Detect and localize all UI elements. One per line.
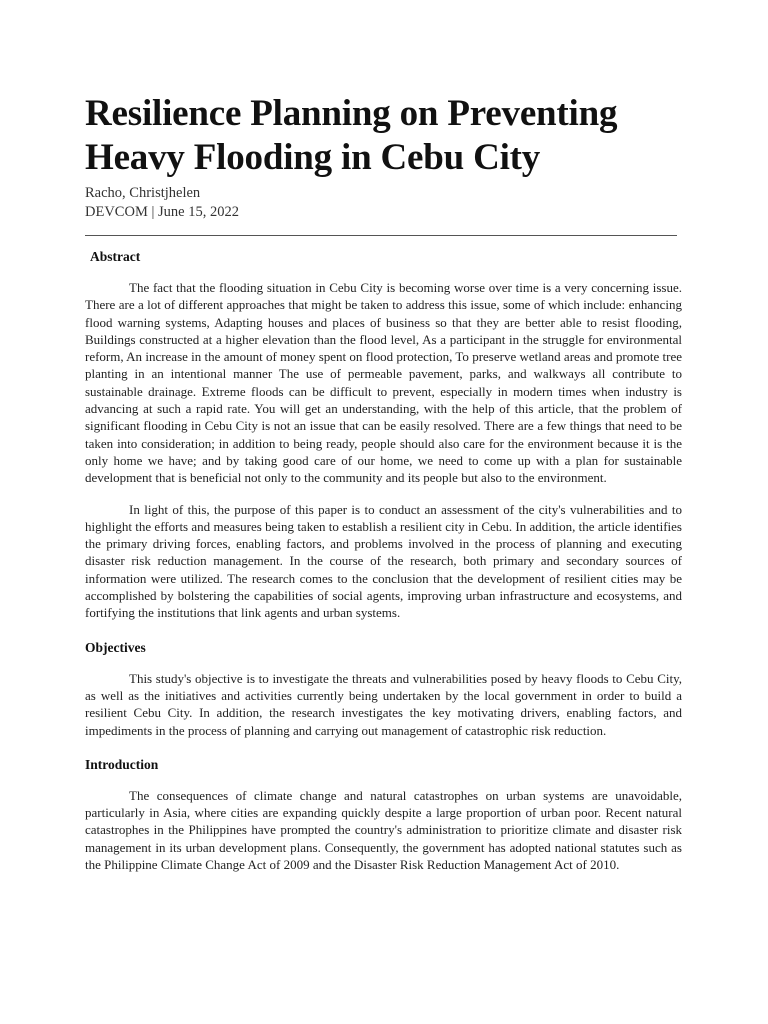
document-meta <box>85 184 682 222</box>
title-divider <box>85 235 677 236</box>
author-name: Racho, Christjhelen <box>85 185 201 201</box>
abstract-paragraph: In light of this, the purpose of this paper is to conduct an assessment of the city's vulnerabilities and to highlight the efforts and measures being taken to establish a resilient city in Cebu. In addition, the article identifies the primary driving forces, enabling factors, and problems involved in the process of planning and executing disaster risk reduction management. In the course of the research, both primary and secondary sources of information were utilized. The research comes to the conclusion that the development of resilient cities may be accomplished by bolstering the capabilities of social agents, improving urban infrastructure and ecosystems, and fortifying the institutions that link agents and urban systems. <box>85 501 682 621</box>
objectives-section <box>85 639 682 739</box>
affiliation-date: DEVCOM | June 15, 2022 <box>85 204 239 220</box>
abstract-section <box>85 248 682 622</box>
introduction-paragraph: The consequences of climate change and natural catastrophes on urban systems are unavoidable, particularly in Asia, where cities are expanding quickly despite a large proportion of urban poor. Recent natural catastrophes in the Philippines have prompted the country's administration to prioritize climate and disaster risk management in its urban development plans. Consequently, the government has adopted national statutes such as the Philippine Climate Change Act of 2009 and the Disaster Risk Reduction Management Act of 2010. <box>85 787 682 873</box>
introduction-section <box>85 756 682 873</box>
objectives-heading: Objectives <box>85 639 146 655</box>
abstract-paragraph: The fact that the flooding situation in Cebu City is becoming worse over time is a very concerning issue. There are a lot of different approaches that might be taken to address this issue, some of which include: enhancing flood warning systems, Adapting houses and places of business so that they are better able to resist flooding, Buildings constructed at a higher elevation than the flood level, As a participant in the struggle for environmental reform, An increase in the amount of money spent on flood protection, To preserve wetland areas and promote tree planting in an intentional manner The use of permeable pavement, parks, and walkways all contribute to sustainable drainage. Extreme floods can be difficult to prevent, especially in modern times when industry is advancing at such a rapid rate. You will get an understanding, with the help of this article, that the problem of significant flooding in Cebu City is not an issue that can be easily resolved. There are a few things that need to be taken into consideration; in addition to being ready, people should also care for the environment because it is the only home we have; and by taking good care of our home, we need to come up with a plan for sustainable development that is beneficial not only to the community and its people but also to the environment. <box>85 280 682 486</box>
objectives-paragraph: This study's objective is to investigate the threats and vulnerabilities posed by heavy floods to Cebu City, as well as the initiatives and activities currently being undertaken by the local government in order to build a resilient Cebu City. In addition, the research investigates the key motivating drivers, enabling factors, and impediments in the process of planning and carrying out management of catastrophic risk reduction. <box>85 670 682 738</box>
abstract-heading: Abstract <box>90 249 141 264</box>
document-title: Resilience Planning on Preventing Heavy Flooding in Cebu City <box>85 93 618 178</box>
introduction-heading: Introduction <box>85 756 159 772</box>
